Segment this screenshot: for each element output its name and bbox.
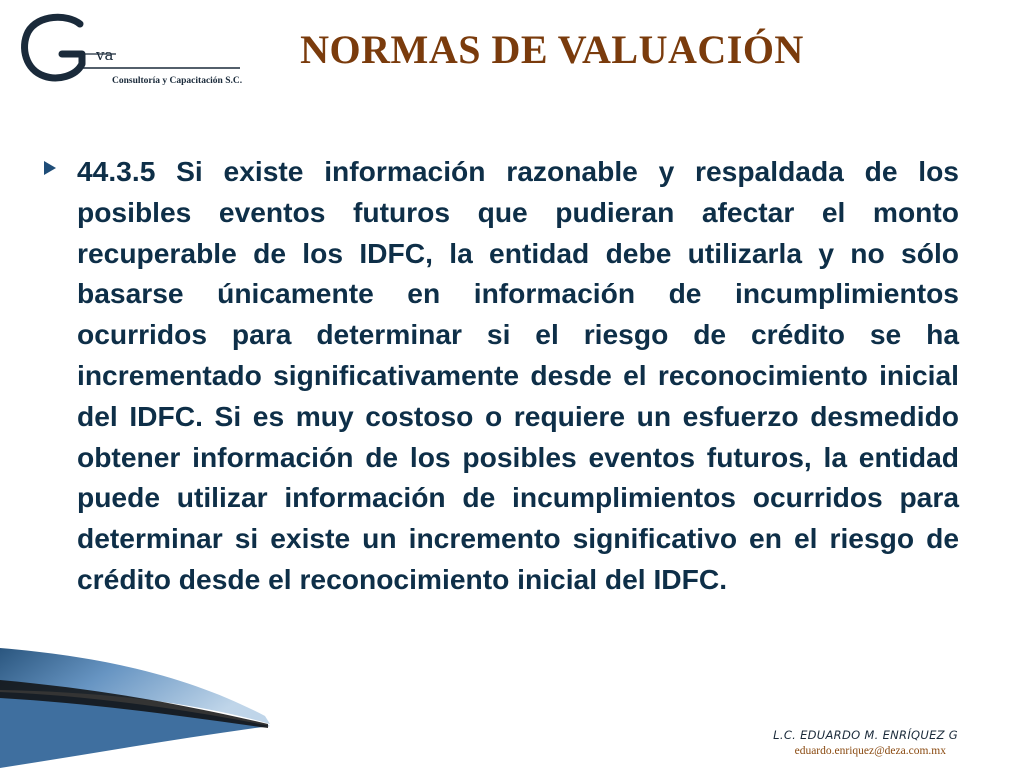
- logo-va-text: va: [96, 46, 114, 64]
- footer-email: eduardo.enriquez@deza.com.mx: [794, 745, 946, 757]
- triangle-bullet-icon: [44, 161, 56, 175]
- slide-title: NORMAS DE VALUACIÓN: [300, 27, 804, 72]
- footer-author-name: L.C. EDUARDO M. ENRÍQUEZ G: [773, 728, 958, 742]
- company-logo: [18, 10, 248, 90]
- logo-company-name: Consultoría y Capacitación S.C.: [112, 76, 243, 86]
- body-paragraph: 44.3.5 Si existe información razonable y respaldada de los posibles eventos futuros que pudieran afectar el monto recuperable de los IDFC, la entidad debe utilizarla y no sólo basarse únicamente en información de incumplimientos ocurridos para determinar si el riesgo de crédito se ha incrementado significativamente desde el reconocimiento inicial del IDFC. Si es muy costoso o requiere un esfuerzo desmedido obtener información de los posibles eventos futuros, la entidad puede utilizar información de incumplimientos ocurridos para determinar si existe un incremento significativo en el riesgo de crédito desde el reconocimiento inicial del IDFC.: [77, 155, 959, 595]
